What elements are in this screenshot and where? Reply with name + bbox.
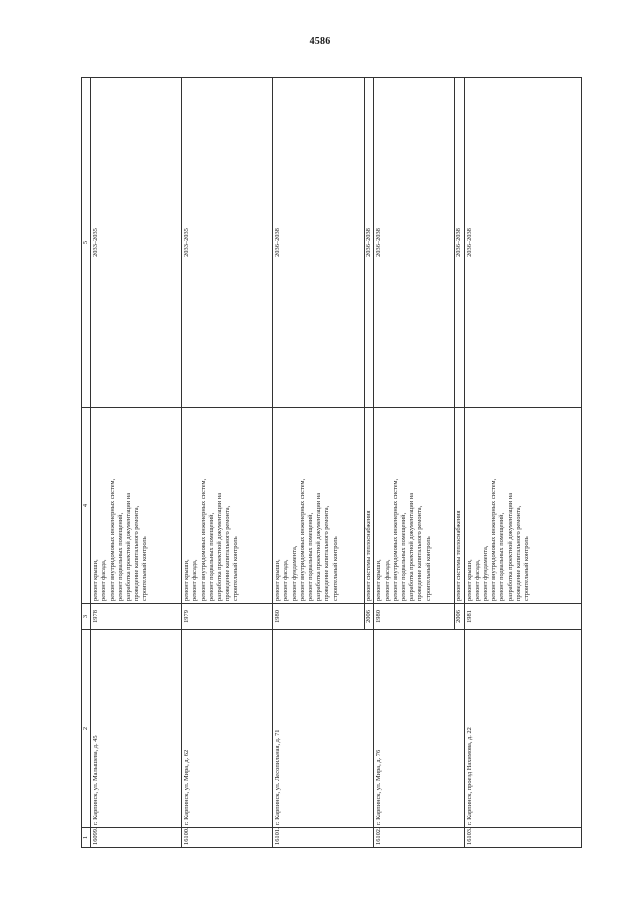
table-row <box>182 78 273 848</box>
work-type-line: ремонт крыши, <box>375 559 383 601</box>
work-type-line: строительный контроль <box>141 536 149 601</box>
work-type-line: ремонт системы теплоснабжения <box>365 510 373 601</box>
work-types-cell <box>365 408 374 604</box>
work-type-line: ремонт фасада, <box>383 559 391 601</box>
year-cell: 1981 <box>464 604 581 630</box>
work-type-line: ремонт внутридомовых инженерных систем, <box>391 478 399 601</box>
period-cell: 2033–2035 <box>91 78 182 408</box>
column-header: 4 <box>82 408 91 604</box>
work-type-line: проведение капитального ремонта, <box>224 505 232 601</box>
work-type-line: ремонт фундамента, <box>290 545 298 601</box>
row-number: 16103. <box>464 828 581 848</box>
year-cell: 1980 <box>273 604 365 630</box>
work-type-line: ремонт внутридомовых инженерных систем, <box>199 478 207 601</box>
work-type-line: ремонт подвальных помещений, <box>306 512 314 601</box>
period-cell: 2036–2038 <box>365 78 374 408</box>
table-body <box>91 78 581 848</box>
work-type-line: ремонт крыши, <box>274 559 282 601</box>
work-type-line: ремонт фасада, <box>191 559 199 601</box>
page-number: 4586 <box>309 36 331 47</box>
work-type-line: ремонт фундамента, <box>481 545 489 601</box>
work-type-line: ремонт крыши, <box>92 559 100 601</box>
work-type-line: ремонт крыши, <box>465 559 473 601</box>
year-cell: 1978 <box>91 604 182 630</box>
work-type-line: разработка проектной документации на <box>315 492 323 601</box>
work-type-line: ремонт подвальных помещений, <box>498 512 506 601</box>
work-types-cell <box>374 408 455 604</box>
work-type-line: ремонт внутридомовых инженерных систем, <box>490 478 498 601</box>
work-type-line: ремонт крыши, <box>183 559 191 601</box>
period-cell: 2036–2038 <box>464 78 581 408</box>
row-number: 16099. <box>91 828 182 848</box>
table-row <box>273 78 365 848</box>
work-type-line: разработка проектной документации на <box>506 492 514 601</box>
period-cell: 2036–2038 <box>273 78 365 408</box>
work-type-line: ремонт фасада, <box>282 559 290 601</box>
work-type-line: строительный контроль <box>522 536 530 601</box>
column-header: 3 <box>82 604 91 630</box>
column-header: 5 <box>82 78 91 408</box>
year-cell: 1980 <box>374 604 455 630</box>
work-type-line: проведение капитального ремонта, <box>133 505 141 601</box>
work-types-cell <box>182 408 273 604</box>
work-type-line: проведение капитального ремонта, <box>323 505 331 601</box>
header-row <box>82 78 91 848</box>
row-number: 16101. <box>273 828 374 848</box>
work-type-line: строительный контроль <box>232 536 240 601</box>
work-types-cell <box>464 408 581 604</box>
work-types-cell <box>273 408 365 604</box>
column-header: 2 <box>82 630 91 828</box>
address-cell: г. Карпинск, ул. Малышева, д. 45 <box>91 630 182 828</box>
work-types-cell <box>455 408 464 604</box>
work-type-line: разработка проектной документации на <box>215 492 223 601</box>
work-type-line: проведение капитального ремонта, <box>514 505 522 601</box>
repair-schedule-table <box>81 77 582 848</box>
period-cell: 2036–2038 <box>455 78 464 408</box>
year-cell: 2006 <box>365 604 374 630</box>
row-number: 16100. <box>182 828 273 848</box>
work-type-line: ремонт подвальных помещений, <box>207 512 215 601</box>
address-cell: г. Карпинск, ул. Мира, д. 76 <box>374 630 464 828</box>
work-type-line: ремонт подвальных помещений, <box>399 512 407 601</box>
year-cell: 2006 <box>455 604 464 630</box>
work-type-line: ремонт фасада, <box>100 559 108 601</box>
work-type-line: ремонт системы теплоснабжения <box>455 510 463 601</box>
work-type-line: разработка проектной документации на <box>124 492 132 601</box>
period-cell: 2033–2035 <box>182 78 273 408</box>
work-type-line: ремонт фасада, <box>473 559 481 601</box>
year-cell: 1979 <box>182 604 273 630</box>
row-number: 16102. <box>374 828 464 848</box>
work-type-line: проведение капитального ремонта, <box>416 505 424 601</box>
work-type-line: строительный контроль <box>424 536 432 601</box>
work-type-line: строительный контроль <box>331 536 339 601</box>
table-row <box>374 78 455 848</box>
work-type-line: ремонт внутридомовых инженерных систем, <box>298 478 306 601</box>
table-row <box>464 78 581 848</box>
address-cell: г. Карпинск, ул. Лесопильная, д. 71 <box>273 630 374 828</box>
work-type-line: разработка проектной документации на <box>408 492 416 601</box>
table-row <box>91 78 182 848</box>
period-cell: 2036–2038 <box>374 78 455 408</box>
address-cell: г. Карпинск, проезд Нахимова, д. 22 <box>464 630 581 828</box>
work-type-line: ремонт подвальных помещений, <box>116 512 124 601</box>
work-types-cell <box>91 408 182 604</box>
work-type-line: ремонт внутридомовых инженерных систем, <box>108 478 116 601</box>
address-cell: г. Карпинск, ул. Мира, д. 62 <box>182 630 273 828</box>
rotated-table-container <box>81 78 601 848</box>
column-header: 1 <box>82 828 91 848</box>
